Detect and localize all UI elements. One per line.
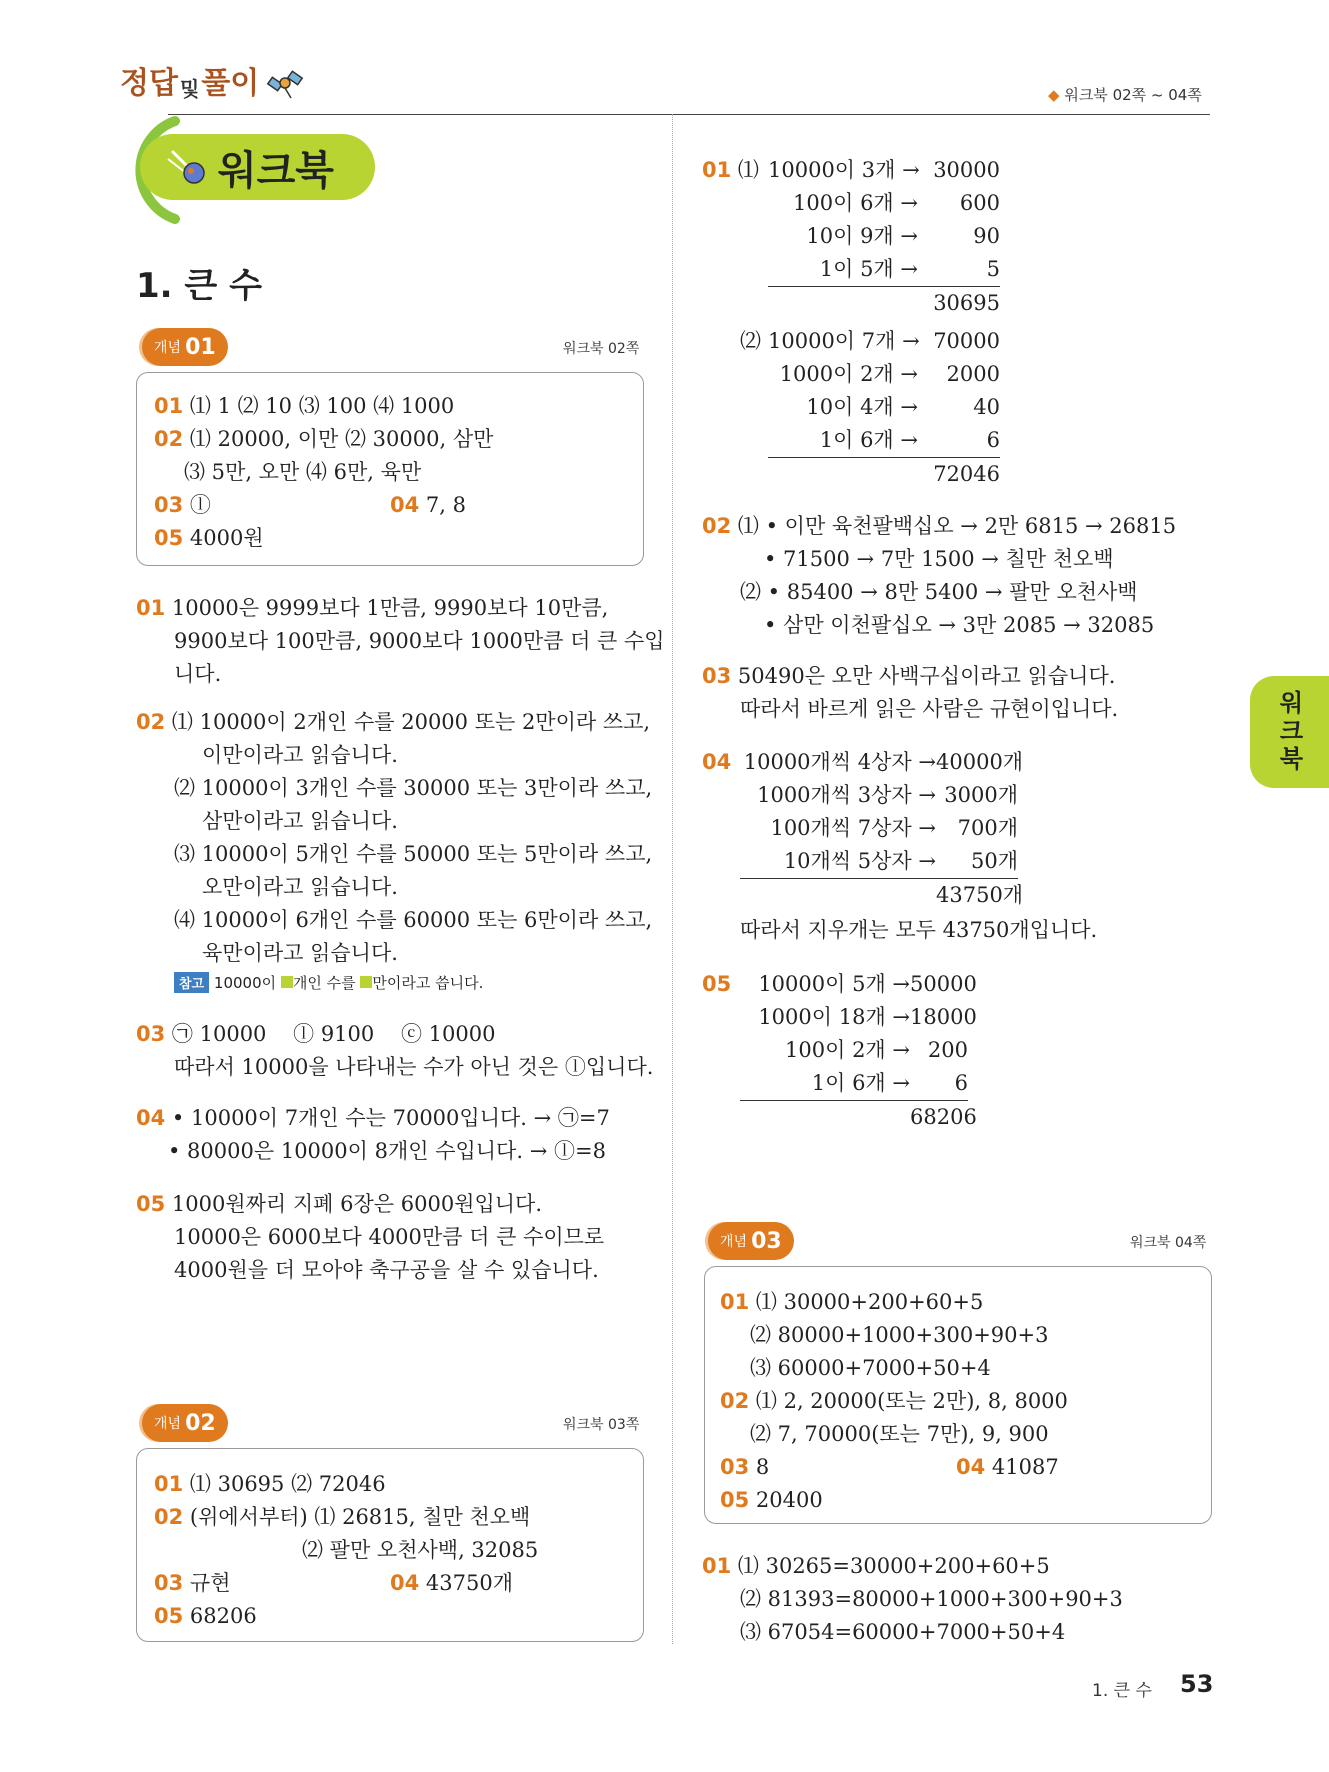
r04-number: 04 <box>702 750 732 774</box>
expl-03: 03 ㉠ 10000 ⓛ 9100 ⓒ 10000 따라서 10000을 나타내는 수가 아닌 것은 ⓛ입니다. <box>136 1022 654 1079</box>
expl-04: 04 • 10000이 7개인 수는 70000입니다. → ㉠=7 • 80000은 10000이 8개인 수입니다. → ⓛ=8 <box>136 1106 610 1163</box>
calc-row: 10000이 3개 → 30000 <box>768 158 1000 182</box>
calc-row: 10000이 7개 → 70000 <box>768 329 1000 353</box>
answer-01-line: 01 ⑴ 1 ⑵ 10 ⑶ 100 ⑷ 1000 <box>154 394 455 418</box>
workbook-title: 워크북 <box>218 147 334 194</box>
page-range: ◆ 워크북 02쪽 ~ 04쪽 <box>1048 86 1202 104</box>
calc-row: 10이 9개 → 90 <box>806 224 1000 248</box>
side-tab-label: 워크북 <box>1275 690 1303 774</box>
answer-02-line-b: ⑶ 5만, 오만 ⑷ 6만, 육만 <box>184 460 422 484</box>
r05-number: 05 <box>702 972 732 996</box>
calc-row: 100개씩 7상자 → 700개 <box>770 816 1018 840</box>
answer-02-line: 02 ⑴ 20000, 이만 ⑵ 30000, 삼만 <box>154 427 494 451</box>
workbook-ref-02: 워크북 03쪽 <box>563 1417 640 1433</box>
r01-calc-1 <box>768 154 1000 320</box>
calc-row: 10개씩 5상자 → 50개 <box>740 845 1018 879</box>
answer2-01-line: 01 ⑴ 30695 ⑵ 72046 <box>154 1472 386 1496</box>
answer-04-line: 04 7, 8 <box>390 493 466 517</box>
expl-02: 02 ⑴ 10000이 2개인 수를 20000 또는 2만이라 쓰고, 이만이라고 읽습니다. ⑵ 10000이 3개인 수를 30000 또는 3만이라 쓰고, 삼만이라고 읽습니다. ⑶ 10000이 5개인 수를 50000 또는 5만이라 쓰고, 오만이라고 읽습니다. ⑷ 10000이 6개인 수를 60000 또는 6만이라 쓰고, 육만이라고 읽습니다. <box>136 710 653 965</box>
calc-total: 72046 <box>933 462 1000 486</box>
concept-badge-02: 개념 02 <box>142 1404 228 1442</box>
calc-row: 100이 2개 → 200 <box>785 1038 968 1062</box>
answer3-02-line-b: ⑵ 7, 70000(또는 7만), 9, 900 <box>750 1422 1049 1446</box>
side-tab <box>1250 676 1329 788</box>
r02: 02 ⑴ • 이만 육천팔백십오 → 2만 6815 → 26815 • 71500 → 7만 1500 → 칠만 천오백 ⑵ • 85400 → 8만 5400 → 팔만 오천사백 • 삼만 이천팔십오 → 3만 2085 → 32085 <box>702 514 1177 637</box>
calc-row: 1이 5개 → 5 <box>768 253 1000 287</box>
workbook-ref-01: 워크북 02쪽 <box>563 341 640 357</box>
calc-row: 1000개씩 3상자 → 3000개 <box>757 783 1018 807</box>
note-tag: 참고 <box>174 972 209 993</box>
expl-05: 05 1000원짜리 지폐 6장은 6000원입니다. 10000은 6000보다 4000만큼 더 큰 수이므로 4000원을 더 모아야 축구공을 살 수 있습니다. <box>136 1192 605 1282</box>
calc-row: 1이 6개 → 6 <box>768 424 1000 458</box>
answer3-01-line: 01 ⑴ 30000+200+60+5 <box>720 1290 984 1314</box>
calc-row: 10이 4개 → 40 <box>806 395 1000 419</box>
header-divider <box>168 114 1210 115</box>
answer3-03-line: 03 8 <box>720 1455 770 1479</box>
answer3-04-line: 04 41087 <box>956 1455 1059 1479</box>
footer-page-number: 53 <box>1180 1670 1214 1698</box>
r03: 03 50490은 오만 사백구십이라고 읽습니다. 따라서 바르게 읽은 사람은 규현이입니다. <box>702 664 1119 721</box>
expl-01: 01 10000은 9999보다 1만큼, 9990보다 10만큼, 9900보다 100만큼, 9000보다 1000만큼 더 큰 수입 니다. <box>136 596 665 686</box>
answer3-02-line: 02 ⑴ 2, 20000(또는 2만), 8, 8000 <box>720 1389 1068 1413</box>
meteor-icon <box>164 143 212 191</box>
footer-chapter: 1. 큰 수 <box>1092 1681 1152 1701</box>
calc-total: 30695 <box>933 291 1000 315</box>
answer2-02-line-b: ⑵ 팔만 오천사백, 32085 <box>302 1538 539 1562</box>
workbook-ref-03: 워크북 04쪽 <box>1130 1235 1207 1251</box>
r04-conclusion: 따라서 지우개는 모두 43750개입니다. <box>740 918 1098 942</box>
column-divider <box>672 114 673 1644</box>
answer3-01-line-b: ⑵ 80000+1000+300+90+3 <box>750 1323 1049 1347</box>
workbook-title-pill <box>140 134 375 200</box>
calc-row: 10000이 5개 → 50000 <box>758 972 977 996</box>
answer3-05-line: 05 20400 <box>720 1488 823 1512</box>
calc-row: 1000이 2개 → 2000 <box>779 362 1000 386</box>
answer3-01-line-c: ⑶ 60000+7000+50+4 <box>750 1356 991 1380</box>
satellite-icon <box>265 66 305 102</box>
answer2-05-line: 05 68206 <box>154 1604 257 1628</box>
concept-badge-01: 개념 01 <box>142 328 228 366</box>
calc-total: 68206 <box>910 1105 977 1129</box>
answer2-04-line: 04 43750개 <box>390 1571 514 1595</box>
note-line: 참고 10000이 개인 수를 만이라고 씁니다. <box>174 972 483 993</box>
concept-badge-03: 개념 03 <box>708 1222 794 1260</box>
answer2-03-line: 03 규현 <box>154 1571 231 1595</box>
page-brand <box>120 58 305 102</box>
r04-calc <box>740 746 1024 912</box>
brand-text-1: 정답 <box>120 66 178 101</box>
r05-calc <box>740 968 977 1134</box>
calc-row: 10000개씩 4상자 → 40000개 <box>743 750 1024 774</box>
c3-expl-01: 01 ⑴ 30265=30000+200+60+5 ⑵ 81393=80000+1000+300+90+3 ⑶ 67054=60000+7000+50+4 <box>702 1554 1123 1644</box>
answer2-02-line: 02 (위에서부터) ⑴ 26815, 칠만 천오백 <box>154 1505 531 1529</box>
answer-05-line: 05 4000원 <box>154 526 264 550</box>
calc-row: 1이 6개 → 6 <box>740 1067 968 1101</box>
chapter-title: 1. 큰 수 <box>136 266 262 306</box>
answer-03-line: 03 ⓛ <box>154 493 211 517</box>
brand-text-2: 및 <box>179 77 200 101</box>
r01-calc-2 <box>768 325 1000 491</box>
calc-row: 100이 6개 → 600 <box>793 191 1000 215</box>
r01-part2: ⑵ <box>740 329 761 353</box>
r01-number: 01 ⑴ <box>702 158 759 182</box>
brand-text-3: 풀이 <box>201 66 260 101</box>
calc-total: 43750개 <box>936 883 1024 907</box>
calc-row: 1000이 18개 → 18000 <box>758 1005 977 1029</box>
